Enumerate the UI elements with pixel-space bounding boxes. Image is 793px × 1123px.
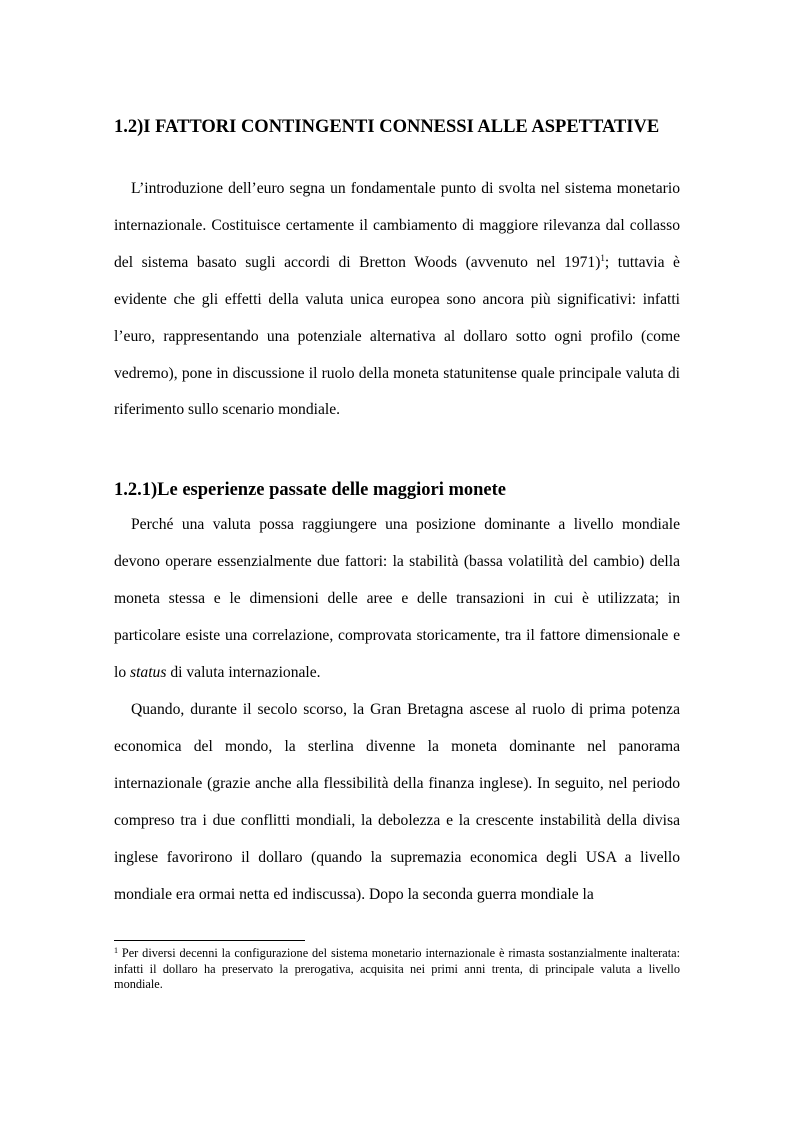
footnote <box>114 946 680 993</box>
italic-term: status <box>130 663 167 681</box>
paragraph-text: L’introduzione dell’euro segna un fondamentale punto di svolta nel sistema monetario internazionale. Costituisce certamente il cambiamento di maggiore rilevanza dal collasso del sistema basato sugli accordi di Bretton Woods (avvenuto nel 1971) <box>114 180 680 271</box>
paragraph-text-tail: ; tuttavia è evidente che gli effetti della valuta unica europea sono ancora più significativi: infatti l’euro, rappresentando una potenziale alternativa al dollaro sotto ogni profilo (come vedremo), pone in discussione il ruolo della moneta statunitense quale principale valuta di riferimento sullo scenario mondiale. <box>114 253 680 419</box>
footnote-reference[interactable]: 1 <box>600 252 605 263</box>
footnote-separator <box>114 940 305 941</box>
paragraph-history-sterling-dollar <box>114 692 680 913</box>
paragraph-text: Perché una valuta possa raggiungere una posizione dominante a livello mondiale devono operare essenzialmente due fattori: la stabilità (bassa volatilità del cambio) della moneta stessa e le dimensioni delle aree e delle transazioni in cui è utilizzata; in particolare esiste una correlazione, comprovata storicamente, tra il fattore dimensionale e lo <box>114 516 680 681</box>
paragraph-text: Quando, durante il secolo scorso, la Gran Bretagna ascese al ruolo di prima potenza economica del mondo, la sterlina divenne la moneta dominante nel panorama internazionale (grazie anche alla flessibilità della finanza inglese). In seguito, nel periodo compreso tra i due conflitti mondiali, la debolezza e la crescente instabilità della divisa inglese favorirono il dollaro (quando la supremazia economica degli USA a livello mondiale era ormai netta ed indiscussa). Dopo la seconda guerra mondiale la <box>114 701 680 903</box>
footnote-number: 1 <box>114 946 118 955</box>
paragraph-text-tail: di valuta internazionale. <box>166 663 321 681</box>
section-heading: 1.2)I FATTORI CONTINGENTI CONNESSI ALLE ASPETTATIVE <box>114 117 660 137</box>
footnote-text: Per diversi decenni la configurazione del sistema monetario internazionale è rimasta sostanzialmente inalterata: infatti il dollaro ha preservato la prerogativa, acquisita nei primi anni trenta, di principale valuta a livello mondiale. <box>114 946 680 992</box>
subsection-heading: 1.2.1)Le esperienze passate delle maggiori monete <box>114 480 507 500</box>
paragraph-euro-introduction <box>114 171 680 429</box>
paragraph-dominant-currency <box>114 507 680 692</box>
